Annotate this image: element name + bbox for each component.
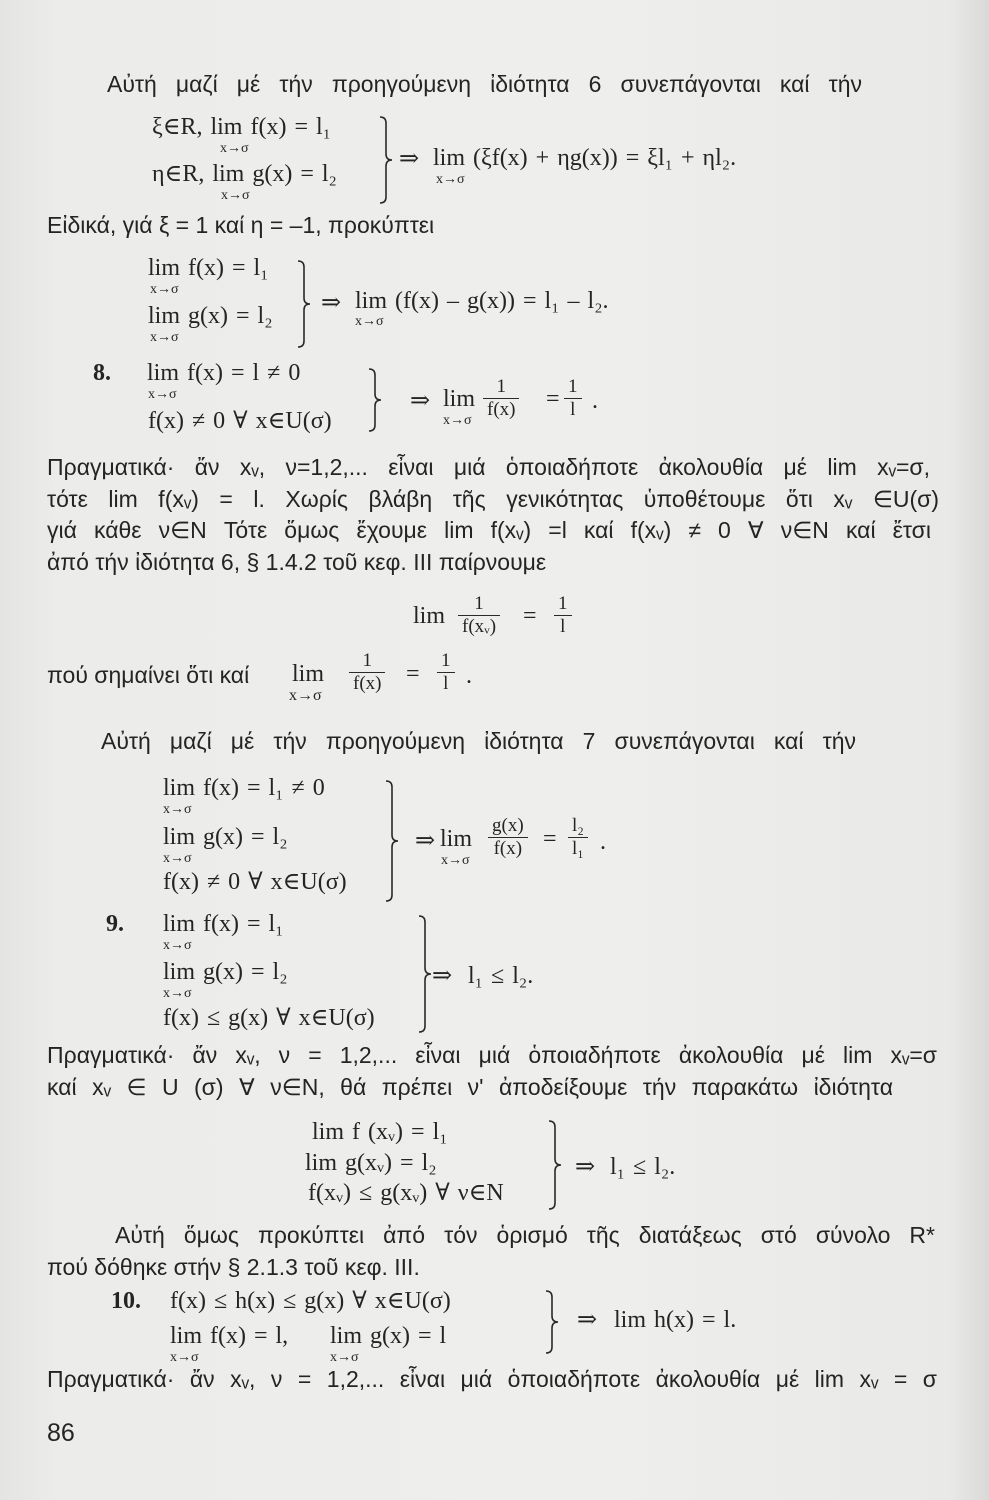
fraction-reciprocal bbox=[483, 376, 519, 421]
intro-difference: Εἰδικά, γιά ξ = 1 καί η = –1, προκύπτει bbox=[47, 212, 435, 238]
proof-line: καί xᵥ ∈ U (σ) ∀ ν∈N, θά πρέπει ν' ἀποδείξουμε τήν παρακάτω ἰδιότητα bbox=[47, 1074, 893, 1100]
premise-f-limit: lim f(x) = l₁ bbox=[163, 911, 284, 937]
sequence-conclusion: l₁ ≤ l₂. bbox=[610, 1154, 676, 1180]
limit-subscript: x→σ bbox=[163, 938, 192, 953]
limit-subscript: x→σ bbox=[441, 853, 470, 868]
equals-sign: = bbox=[523, 603, 537, 629]
limit-subscript: x→σ bbox=[148, 387, 177, 402]
closing-line: Αὐτή ὅμως προκύπτει ἀπό τόν ὁρισμό τῆς διατάξεως στό σύνολο R* bbox=[115, 1222, 935, 1248]
premise-g-limit: lim g(x) = l bbox=[330, 1323, 447, 1349]
sequence-premise-g: lim g(xᵥ) = l₂ bbox=[305, 1150, 437, 1176]
fraction-denominator: f(x) bbox=[353, 673, 382, 694]
fraction-denominator: l₁ bbox=[572, 838, 584, 859]
implies-arrow: ⇒ bbox=[415, 828, 436, 854]
premise-g-limit: lim g(x) = l₂ bbox=[163, 824, 288, 850]
fraction-numerator: 1 bbox=[458, 593, 500, 616]
fraction-denominator: f(x) bbox=[487, 399, 516, 420]
fraction-denominator: f(x) bbox=[493, 838, 523, 859]
premise-f-limit: lim f(x) = l₁ bbox=[148, 255, 269, 281]
fraction-limit-quotient bbox=[568, 815, 588, 860]
premise-f-limit-nonzero: lim f(x) = l ≠ 0 bbox=[147, 360, 301, 386]
property-number: 10. bbox=[111, 1288, 141, 1314]
implies-arrow: ⇒ bbox=[410, 388, 431, 414]
equals-sign: = bbox=[543, 826, 557, 852]
right-brace bbox=[418, 915, 432, 1033]
premise-g-limit: lim g(x) = l₂ bbox=[148, 303, 273, 329]
proof-line: Πραγματικά· ἄν xᵥ, ν = 1,2,... εἶναι μιά ὁποιαδήποτε ἀκολουθία μέ lim xᵥ=σ bbox=[47, 1042, 937, 1068]
right-brace bbox=[385, 780, 399, 902]
fraction-denominator: l bbox=[443, 673, 449, 694]
fraction-quotient bbox=[488, 815, 528, 860]
fraction-numerator: 1 bbox=[349, 650, 385, 673]
right-brace bbox=[548, 1120, 562, 1210]
page-number: 86 bbox=[47, 1419, 75, 1447]
closing-line: πού δόθηκε στήν § 2.1.3 τοῦ κεφ. III. bbox=[47, 1254, 420, 1280]
intro-quotient: Αὐτή μαζί μέ τήν προηγούμενη ἰδιότητα 7 συνεπάγονται καί τήν bbox=[101, 728, 856, 754]
premise-eta-limit: η∈R, lim g(x) = l₂ bbox=[152, 161, 337, 187]
premise-f-limit-nonzero: lim f(x) = l₁ ≠ 0 bbox=[163, 775, 325, 801]
lim-operator: lim bbox=[292, 661, 325, 687]
meaning-text: πού σημαίνει ὅτι καί bbox=[47, 662, 250, 688]
fraction-reciprocal-limit bbox=[554, 593, 572, 638]
right-brace bbox=[297, 260, 311, 348]
fraction-reciprocal bbox=[349, 650, 385, 695]
fraction-reciprocal-limit bbox=[564, 376, 582, 421]
lim-operator: lim bbox=[413, 603, 446, 629]
conclusion-linear-combination: lim (ξf(x) + ηg(x)) = ξl₁ + ηl₂. bbox=[433, 145, 737, 171]
limit-subscript: x→σ bbox=[163, 851, 192, 866]
conclusion-squeeze: lim h(x) = l. bbox=[614, 1307, 737, 1333]
lim-operator: lim bbox=[440, 826, 473, 852]
limit-subscript: x→σ bbox=[150, 330, 179, 345]
property-number: 9. bbox=[106, 911, 124, 937]
right-brace bbox=[379, 116, 393, 204]
limit-subscript: x→σ bbox=[355, 314, 384, 329]
fraction-numerator: 1 bbox=[554, 593, 572, 616]
limit-subscript: x→σ bbox=[443, 413, 472, 428]
premise-f-nonzero-neighbourhood: f(x) ≠ 0 ∀ x∈U(σ) bbox=[163, 869, 347, 895]
limit-subscript: x→σ bbox=[221, 188, 250, 203]
premise-g-limit: lim g(x) = l₂ bbox=[163, 959, 288, 985]
right-brace bbox=[545, 1290, 559, 1354]
limit-subscript: x→σ bbox=[289, 687, 322, 704]
premise-xi-limit: ξ∈R, lim f(x) = l₁ bbox=[152, 114, 332, 140]
proof-line: Πραγματικά· ἄν xᵥ, ν=1,2,... εἶναι μιά ὁποιαδήποτε ἀκολουθία μέ lim xᵥ=σ, bbox=[47, 454, 930, 480]
implies-arrow: ⇒ bbox=[432, 963, 453, 989]
proof-line: τότε lim f(xᵥ) = l. Χωρίς βλάβη τῆς γενικότητας ὑποθέτουμε ὅτι xᵥ ∈U(σ) bbox=[47, 486, 939, 512]
lim-operator: lim bbox=[443, 386, 476, 412]
intro-linear-combination: Αὐτή μαζί μέ τήν προηγούμενη ἰδιότητα 6 συνεπάγονται καί τήν bbox=[107, 71, 862, 97]
limit-subscript: x→σ bbox=[170, 1350, 199, 1365]
fraction-denominator: l bbox=[560, 616, 566, 637]
fraction-denominator: f(xᵥ) bbox=[462, 616, 497, 637]
premise-f-nonzero-neighbourhood: f(x) ≠ 0 ∀ x∈U(σ) bbox=[148, 408, 332, 434]
conclusion-limit-inequality: l₁ ≤ l₂. bbox=[468, 963, 534, 989]
right-brace bbox=[368, 368, 382, 432]
limit-subscript: x→σ bbox=[330, 1350, 359, 1365]
proof-line: γιά κάθε ν∈N Τότε ὅμως ἔχουμε lim f(xᵥ) =l καί f(xᵥ) ≠ 0 ∀ ν∈N καί ἔτσι bbox=[47, 517, 931, 543]
premise-f-limit: lim f(x) = l, bbox=[170, 1323, 289, 1349]
equals-sign: = bbox=[546, 386, 560, 412]
limit-subscript: x→σ bbox=[220, 141, 249, 156]
premise-inequality: f(x) ≤ g(x) ∀ x∈U(σ) bbox=[163, 1005, 375, 1031]
equals-sign: = bbox=[406, 661, 420, 687]
period: . bbox=[600, 829, 606, 855]
fraction-numerator: g(x) bbox=[488, 815, 528, 838]
fraction-numerator: 1 bbox=[483, 376, 519, 399]
period: . bbox=[592, 388, 598, 414]
proof-line: Πραγματικά· ἄν xᵥ, ν = 1,2,... εἶναι μιά ὁποιαδήποτε ἀκολουθία μέ lim xᵥ = σ bbox=[47, 1366, 937, 1392]
limit-subscript: x→σ bbox=[163, 986, 192, 1001]
fraction-denominator: l bbox=[570, 399, 576, 420]
premise-squeeze-inequality: f(x) ≤ h(x) ≤ g(x) ∀ x∈U(σ) bbox=[170, 1288, 451, 1314]
period: . bbox=[466, 663, 472, 689]
fraction-numerator: l₂ bbox=[568, 815, 588, 838]
fraction-numerator: 1 bbox=[437, 650, 455, 673]
fraction-numerator: 1 bbox=[564, 376, 582, 399]
proof-line: ἀπό τήν ἰδιότητα 6, § 1.4.2 τοῦ κεφ. III παίρνουμε bbox=[47, 549, 547, 575]
limit-subscript: x→σ bbox=[436, 172, 465, 187]
sequence-premise-f: lim f (xᵥ) = l₁ bbox=[312, 1119, 448, 1145]
property-number: 8. bbox=[93, 360, 111, 386]
fraction-reciprocal-limit bbox=[437, 650, 455, 695]
implies-arrow: ⇒ bbox=[399, 146, 420, 172]
conclusion-difference: lim (f(x) – g(x)) = l₁ – l₂. bbox=[355, 288, 609, 314]
fraction-sequence-reciprocal bbox=[458, 593, 500, 638]
implies-arrow: ⇒ bbox=[575, 1154, 596, 1180]
implies-arrow: ⇒ bbox=[577, 1307, 598, 1333]
implies-arrow: ⇒ bbox=[321, 290, 342, 316]
limit-subscript: x→σ bbox=[163, 802, 192, 817]
limit-subscript: x→σ bbox=[150, 282, 179, 297]
sequence-premise-inequality: f(xᵥ) ≤ g(xᵥ) ∀ ν∈N bbox=[308, 1180, 504, 1206]
